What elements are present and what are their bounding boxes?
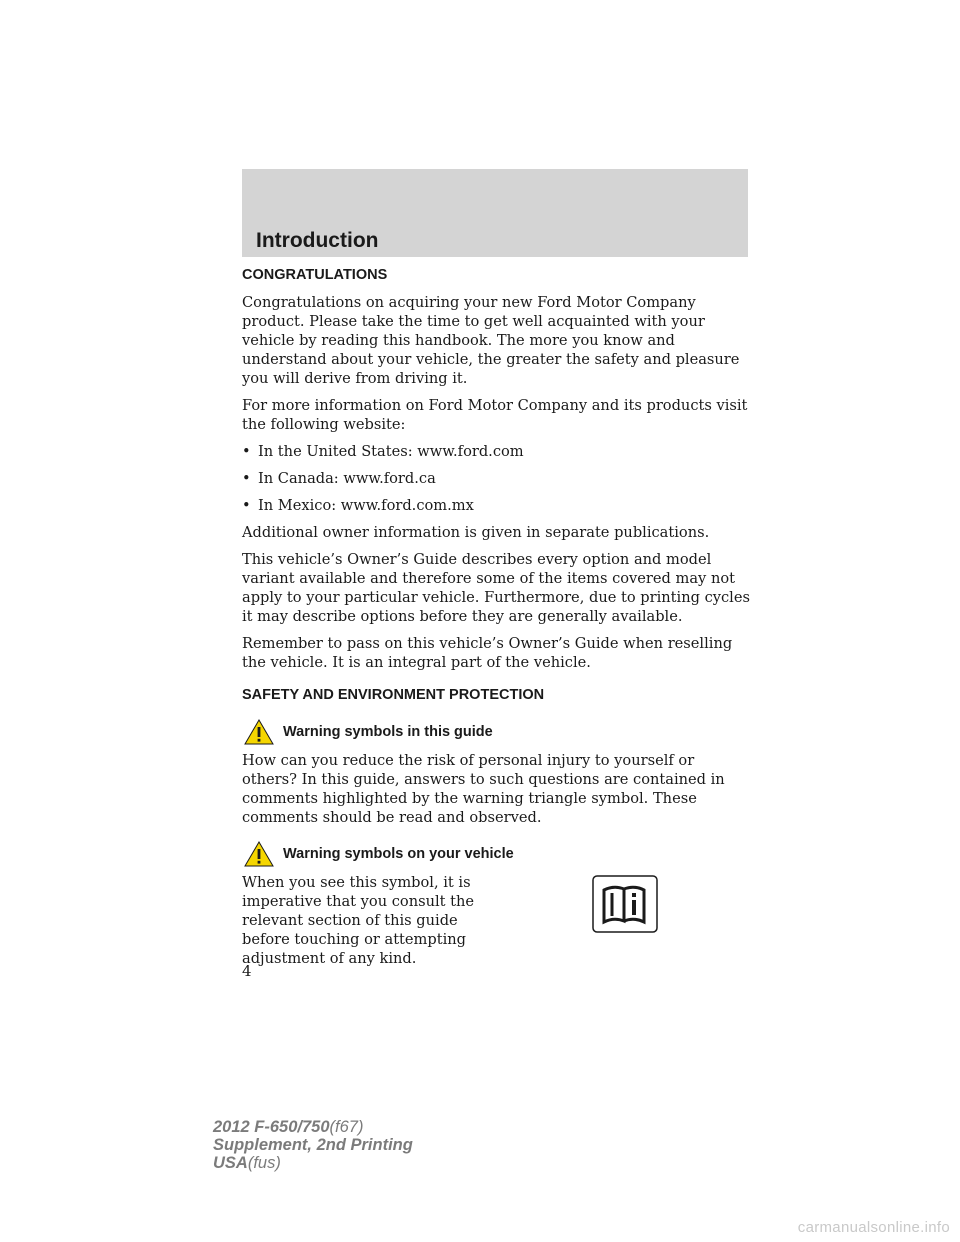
owners-manual-symbol-icon — [592, 875, 658, 933]
warning-row-vehicle — [242, 841, 752, 867]
list-item: • In the United States: www.ford.com — [242, 442, 752, 461]
footer-printing: Supplement, 2nd Printing — [213, 1136, 413, 1154]
document-footer — [213, 1118, 413, 1172]
page-content — [242, 266, 752, 976]
warning-title-vehicle: Warning symbols on your vehicle — [283, 845, 514, 862]
safety-heading: SAFETY AND ENVIRONMENT PROTECTION — [242, 687, 545, 703]
page-number: 4 — [242, 962, 252, 980]
warning-row-guide — [242, 719, 752, 745]
congratulations-paragraph: Congratulations on acquiring your new Ford Motor Company product. Please take the time to get well acquainted with your vehicle by reading this handbook. The more you know and understand about your vehicle, the greater the safety and pleasure you will derive from driving it. — [242, 294, 740, 387]
additional-info-paragraph: Additional owner information is given in separate publications. — [242, 524, 710, 541]
warning-guide-paragraph: How can you reduce the risk of personal injury to yourself or others? In this guide, answers to such questions are contained in comments highlighted by the warning triangle symbol. These comments should be read and observed. — [242, 752, 725, 826]
owners-guide-paragraph: This vehicle’s Owner’s Guide describes every option and model variant available and therefore some of the items covered may not apply to your particular vehicle. Furthermore, due to printing cycles it may describe options before they are generally available. — [242, 551, 750, 625]
website-list — [242, 442, 752, 515]
site-watermark: carmanualsonline.info — [797, 1219, 950, 1236]
footer-model-code: (f67) — [329, 1118, 364, 1136]
warning-title-guide: Warning symbols in this guide — [283, 723, 493, 740]
footer-region-code: (fus) — [247, 1154, 281, 1172]
vehicle-symbol-block — [242, 873, 752, 976]
footer-model: 2012 F-650/750 — [213, 1118, 330, 1136]
list-item: • In Mexico: www.ford.com.mx — [242, 496, 752, 515]
reselling-paragraph: Remember to pass on this vehicle’s Owner’s Guide when reselling the vehicle. It is an integral part of the vehicle. — [242, 635, 733, 671]
website-intro-paragraph: For more information on Ford Motor Company and its products visit the following website: — [242, 397, 748, 433]
list-item: • In Canada: www.ford.ca — [242, 469, 752, 488]
warning-triangle-icon — [244, 841, 274, 867]
warning-triangle-icon — [244, 719, 274, 745]
warning-vehicle-paragraph: When you see this symbol, it is imperative that you consult the relevant section of this guide before touching or attempting adjustment of any kind. — [242, 874, 475, 967]
footer-region: USA — [213, 1154, 248, 1172]
section-title: Introduction — [256, 229, 379, 252]
congratulations-heading: CONGRATULATIONS — [242, 267, 388, 283]
